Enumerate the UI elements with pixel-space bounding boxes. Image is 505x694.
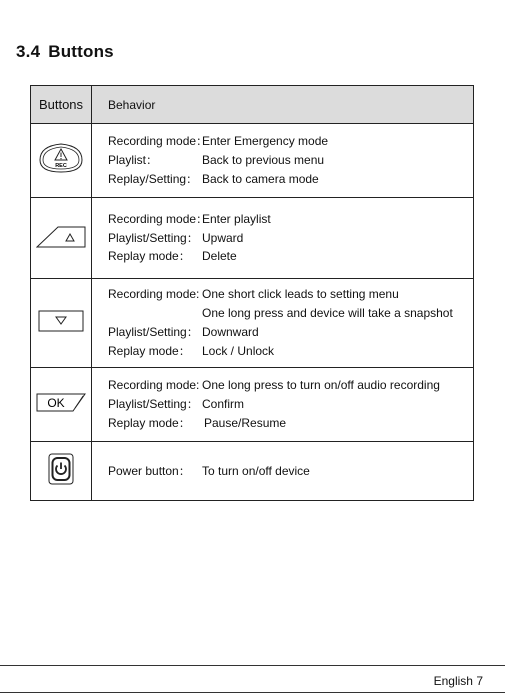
rec-emergency-icon — [36, 140, 86, 176]
button-cell — [31, 198, 92, 279]
button-cell — [31, 368, 92, 442]
action-text: Back to previous menu — [202, 153, 325, 168]
table-row — [31, 442, 474, 501]
header-buttons: Buttons — [31, 86, 92, 124]
mode-label: Replay mode： — [108, 343, 191, 358]
behavior-cell — [92, 442, 474, 501]
behavior-line — [108, 210, 473, 229]
page-footer: English 7 — [433, 674, 483, 688]
behavior-line — [108, 342, 473, 361]
mode-label: Recording mode: — [108, 378, 200, 393]
footer-divider-bottom — [0, 692, 505, 693]
mode-label: Recording mode: — [108, 287, 200, 302]
action-text: Downward — [202, 325, 259, 339]
table-row — [31, 198, 474, 279]
mode-label — [108, 304, 202, 323]
button-cell — [31, 442, 92, 501]
table-row — [31, 279, 474, 368]
power-icon — [46, 452, 76, 486]
action-text: To turn on/off device — [202, 463, 310, 478]
action-text: One long press to turn on/off audio recording — [202, 378, 440, 393]
behavior-line — [108, 376, 473, 395]
mode-label: Playlist： — [108, 153, 159, 168]
action-text: Enter playlist — [202, 211, 271, 226]
footer-divider-top — [0, 665, 505, 666]
action-text: One long press and device will take a snapshot — [202, 306, 453, 321]
rec-label: REC — [55, 163, 67, 169]
action-text: Enter Emergency mode — [202, 134, 329, 149]
action-text: Lock / Unlock — [202, 343, 275, 358]
action-text: One short click leads to setting menu — [202, 287, 399, 302]
mode-label: Playlist/Setting： — [108, 397, 199, 412]
behavior-line — [108, 247, 473, 266]
behavior-line — [108, 414, 473, 433]
behavior-line — [108, 229, 473, 248]
mode-label: Recording mode： — [108, 134, 209, 149]
behavior-line — [108, 285, 473, 304]
mode-label: Replay mode： — [108, 415, 191, 430]
behavior-line — [108, 170, 473, 189]
behavior-line — [108, 132, 473, 151]
behavior-line — [108, 395, 473, 414]
down-arrow-icon — [36, 308, 86, 334]
header-behavior: Behavior — [92, 86, 474, 124]
mode-label: Replay/Setting： — [108, 171, 199, 186]
mode-label: Playlist/Setting： — [108, 325, 199, 339]
behavior-line — [108, 304, 473, 323]
mode-label: Playlist/Setting： — [108, 230, 199, 245]
behavior-cell — [92, 198, 474, 279]
behavior-cell — [92, 368, 474, 442]
mode-label: Recording mode： — [108, 211, 209, 226]
table-row — [31, 124, 474, 198]
mode-label: Replay mode： — [108, 249, 191, 264]
mode-label: Power button： — [108, 463, 191, 478]
action-text: Confirm — [202, 397, 245, 412]
behavior-line — [108, 151, 473, 170]
action-text: Delete — [202, 249, 237, 264]
behavior-line — [108, 462, 473, 481]
action-text: Pause/Resume — [204, 415, 287, 430]
button-cell — [31, 124, 92, 198]
ok-label: OK — [47, 396, 65, 410]
action-text: Upward — [202, 230, 244, 245]
section-number: 3.4 — [16, 42, 41, 61]
section-title: Buttons — [48, 42, 114, 61]
table-row — [31, 368, 474, 442]
action-text: Back to camera mode — [202, 171, 319, 186]
section-heading — [16, 42, 114, 62]
behavior-line — [108, 323, 473, 342]
table-header-row — [31, 86, 474, 124]
behavior-cell — [92, 124, 474, 198]
ok-icon — [35, 390, 87, 414]
button-cell — [31, 279, 92, 368]
buttons-table — [30, 85, 474, 501]
behavior-cell — [92, 279, 474, 368]
up-arrow-icon — [36, 223, 86, 249]
